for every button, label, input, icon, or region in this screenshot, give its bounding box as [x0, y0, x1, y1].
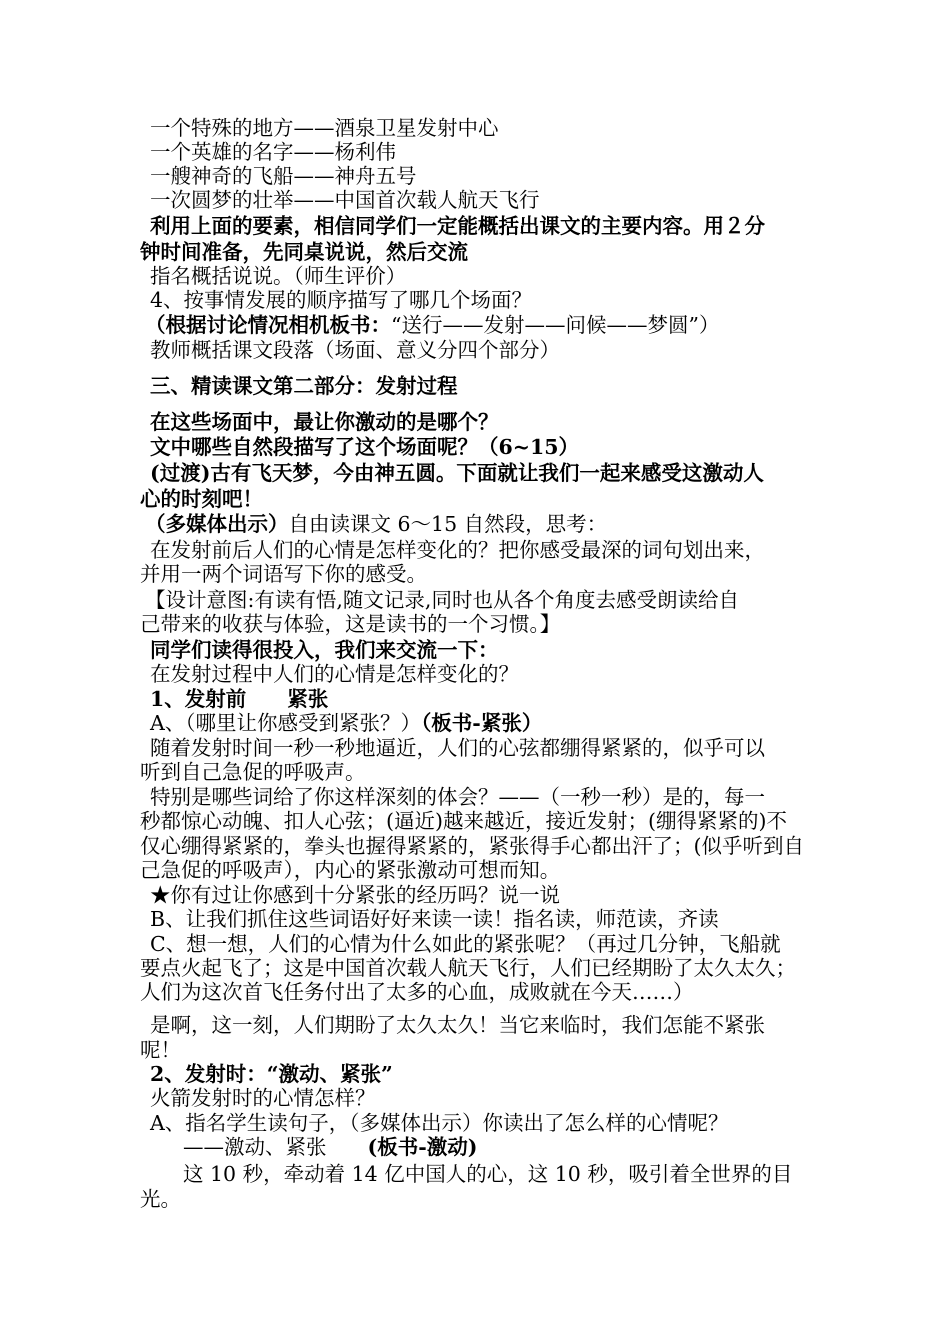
item-b-reading: B、让我们抓住这些词语好好来读一读！指名读，师范读，齐读 [150, 907, 719, 931]
mood-question-line-2: 并用一两个词语写下你的感受。 [140, 562, 427, 586]
word-analysis-line-3: 仅心绷得紧紧的，拳头也握得紧紧的，紧张得手心都出汗了；(似乎听到自 [140, 834, 804, 858]
exchange-prompt: 同学们读得很投入，我们来交流一下： [150, 638, 499, 662]
item-c-line-2: 要点火起飞了；这是中国首次载人航天飞行，人们已经期盼了太久太久； [140, 956, 796, 980]
multimedia-reading-task [145, 512, 857, 536]
board-note-excited: (板书-激动) [367, 1135, 478, 1159]
tension-text-line-2: 听到自己急促的呼吸声。 [140, 760, 366, 784]
element-line-2: 一个英雄的名字——杨利伟 [150, 140, 396, 164]
multimedia-label: （多媒体出示） [145, 512, 289, 536]
item-a-during-launch: A、指名学生读句子，（多媒体出示）你读出了怎么样的心情呢？ [150, 1111, 729, 1135]
teacher-summary: 教师概括课文段落（场面、意义分四个部分） [150, 338, 560, 362]
ten-seconds-line-2: 光。 [140, 1187, 181, 1211]
reading-task-text: 自由读课文 6～15 自然段，思考： [288, 512, 608, 536]
question-paragraphs: 文中哪些自然段描写了这个场面呢？（6~15） [150, 435, 579, 459]
element-line-4: 一次圆梦的壮举——中国首次载人航天飞行 [150, 188, 540, 212]
task-instruction-line-2: 钟时间准备，先同桌说说，然后交流 [140, 240, 468, 264]
item-c-line-1: C、想一想，人们的心情为什么如此的紧张呢？（再过几分钟，飞船就 [150, 932, 781, 956]
launch-mood-question: 火箭发射时的心情怎样？ [150, 1086, 376, 1110]
board-note-line [145, 313, 857, 337]
mood-question-line-1: 在发射前后人们的心情是怎样变化的？把你感受最深的词句划出来， [150, 538, 765, 562]
subheading-before-launch: 1、发射前 紧张 [150, 687, 329, 711]
element-line-1: 一个特殊的地方——酒泉卫星发射中心 [150, 116, 499, 140]
summary-step: 指名概括说说。（师生评价） [150, 264, 407, 288]
item-c-line-3: 人们为这次首飞任务付出了太多的心血，成败就在今天……） [140, 980, 694, 1004]
word-analysis-line-1: 特别是哪些词给了你这样深刻的体会？——（一秒一秒）是的，每一 [150, 785, 765, 809]
subheading-during-launch: 2、发射时：“激动、紧张” [150, 1062, 393, 1086]
answer-excited-tense [183, 1135, 895, 1159]
transition-line-1: (过渡)古有飞天梦，今由神五圆。下面就让我们一起来感受这激动人 [150, 461, 764, 485]
word-analysis-line-2: 秒都惊心动魄、扣人心弦；(逼近)越来越近，接近发射；(绷得紧紧的)不 [140, 809, 787, 833]
board-note-scenes: “送行——发射——问候——梦圆”） [391, 313, 720, 337]
star-question: ★你有过让你感到十分紧张的经历吗？说一说 [150, 883, 560, 907]
answer-text: ——激动、紧张 [183, 1135, 368, 1159]
board-note-lead: （根据讨论情况相机板书： [145, 313, 391, 337]
section-3-heading: 三、精读课文第二部分：发射过程 [150, 374, 458, 398]
conclusion-line-1: 是啊，这一刻，人们期盼了太久太久！当它来临时，我们怎能不紧张 [150, 1013, 765, 1037]
ten-seconds-line-1: 这 10 秒，牵动着 14 亿中国人的心，这 10 秒，吸引着全世界的目 [183, 1162, 793, 1186]
transition-line-2: 心的时刻吧！ [140, 487, 263, 511]
word-analysis-line-4: 己急促的呼吸声），内心的紧张激动可想而知。 [140, 858, 561, 882]
board-note-tense: （板书-紧张） [421, 711, 543, 735]
item-a-before-launch [150, 711, 862, 735]
design-intent-line-1: 【设计意图:有读有悟,随文记录,同时也从各个角度去感受朗读给自 [145, 588, 739, 612]
task-instruction-line-1: 利用上面的要素，相信同学们一定能概括出课文的主要内容。用２分 [150, 214, 765, 238]
item-a-question: A、（哪里让你感受到紧张？） [150, 711, 422, 735]
element-line-3: 一艘神奇的飞船——神舟五号 [150, 164, 417, 188]
question-most-moving: 在这些场面中，最让你激动的是哪个？ [150, 410, 499, 434]
question-4: 4、按事情发展的顺序描写了哪几个场面？ [150, 288, 533, 312]
conclusion-line-2: 呢！ [140, 1038, 181, 1062]
design-intent-line-2: 己带来的收获与体验，这是读书的一个习惯。】 [140, 612, 561, 636]
tension-text-line-1: 随着发射时间一秒一秒地逼近，人们的心弦都绷得紧紧的，似乎可以 [150, 736, 765, 760]
exchange-question: 在发射过程中人们的心情是怎样变化的？ [150, 662, 519, 686]
